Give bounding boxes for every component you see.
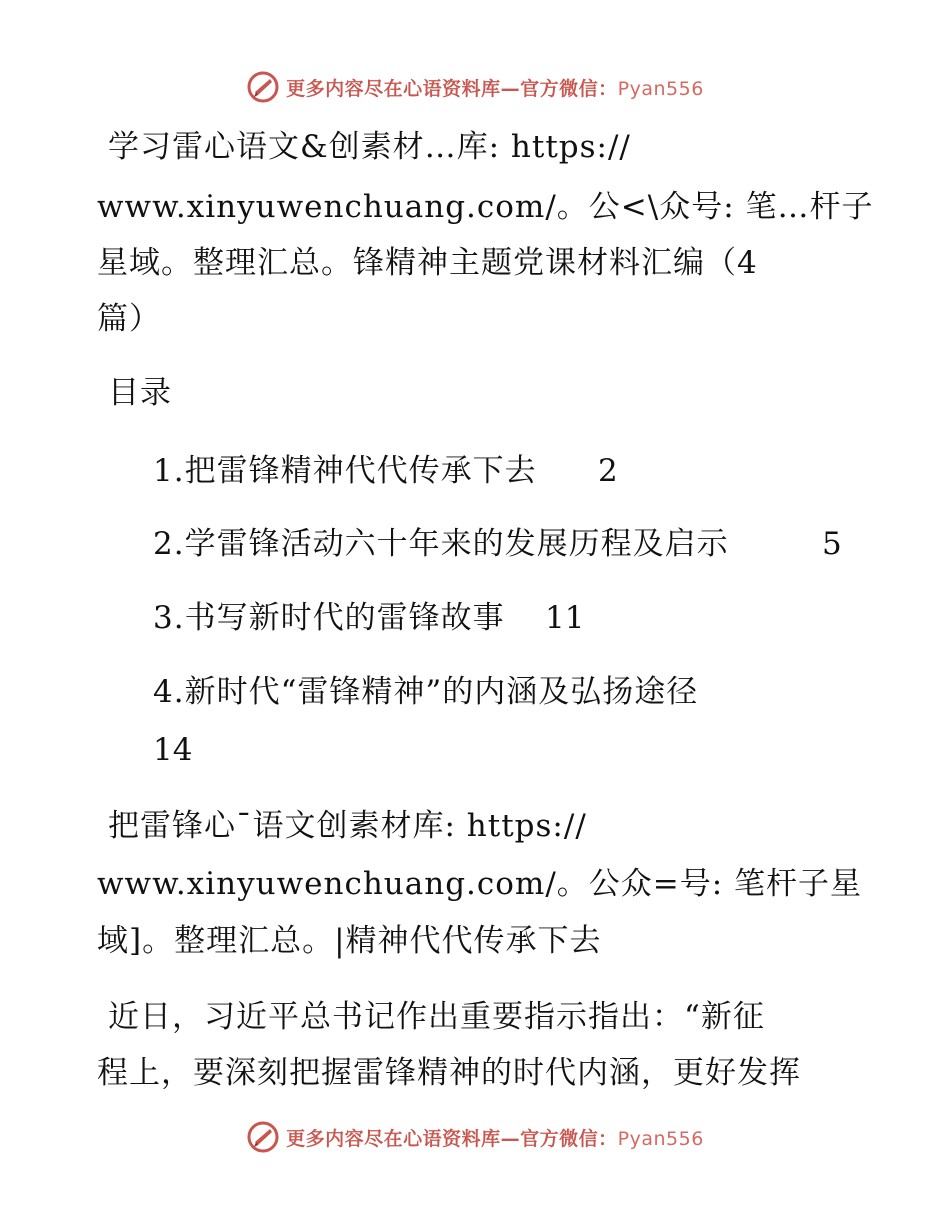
- wechat-id: Pyan556: [617, 1127, 704, 1150]
- wechat-id: Pyan556: [617, 77, 704, 100]
- body-line-2: 程上，要深刻把握雷锋精神的时代内涵，更好发挥: [97, 1055, 801, 1091]
- toc-item-3-title[interactable]: 3.书写新时代的雷锋故事: [153, 600, 505, 636]
- toc-item-3-page: 11: [545, 600, 585, 636]
- intro-line-1: 学习雷心语文&创素材…库: https://: [108, 129, 631, 165]
- toc-item-4-page: 14: [153, 732, 193, 768]
- toc-item-1-title[interactable]: 1.把雷锋精神代代传承下去: [153, 453, 537, 489]
- toc-item-1-page: 2: [598, 453, 618, 489]
- body-line-1: 近日，习近平总书记作出重要指示指出：“新征: [108, 999, 765, 1035]
- intro-line-4: 篇）: [97, 301, 161, 337]
- intro-line-3: 星域。整理汇总。锋精神主题党课材料汇编（4: [97, 245, 758, 281]
- section1-line-1: 把雷锋心¯语文创素材库: https://: [108, 808, 587, 844]
- toc-item-4-title[interactable]: 4.新时代“雷锋精神”的内涵及弘扬途径: [153, 674, 699, 710]
- intro-line-2: www.xinyuwenchuang.com/。公<\众号: 笔…杆子: [97, 189, 874, 225]
- section1-line-3: 域]。整理汇总。|精神代代传承下去: [97, 923, 602, 959]
- section1-line-2: www.xinyuwenchuang.com/。公众=号: 笔杆子星: [97, 866, 863, 902]
- banner-text: 更多内容尽在心语资料库—官方微信：Pyan556: [286, 77, 704, 100]
- brand-logo-icon: [246, 1120, 280, 1154]
- toc-heading: 目录: [108, 375, 172, 411]
- footer-banner: [0, 1120, 950, 1154]
- toc-item-2-title[interactable]: 2.学雷锋活动六十年来的发展历程及启示: [153, 526, 729, 562]
- banner-text: 更多内容尽在心语资料库—官方微信：Pyan556: [286, 1127, 704, 1150]
- brand-logo-icon: [246, 70, 280, 104]
- toc-item-2-page: 5: [822, 526, 842, 562]
- header-banner: [0, 70, 950, 104]
